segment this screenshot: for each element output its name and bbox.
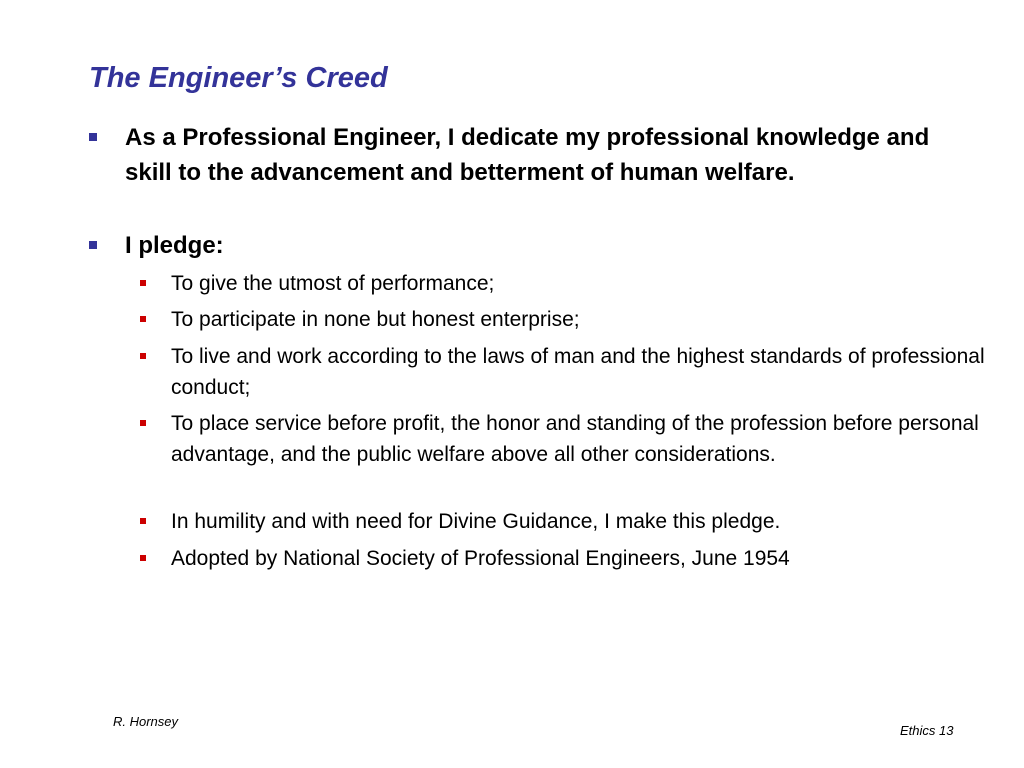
slide-title: The Engineer’s Creed <box>89 62 388 94</box>
bullet-text: I pledge: <box>125 232 224 259</box>
square-bullet-icon <box>140 353 146 359</box>
footer-author: R. Hornsey <box>113 714 179 729</box>
square-bullet-icon <box>140 280 146 286</box>
sub-bullet-text: Adopted by National Society of Professional Engineers, June 1954 <box>171 547 790 570</box>
square-bullet-icon <box>89 133 97 141</box>
square-bullet-icon <box>140 518 146 524</box>
sub-bullet-text: To participate in none but honest enterprise; <box>171 308 580 331</box>
sub-bullet-text: To place service before profit, the honor and standing of the profession before personal advantage, and the public welfare above all other considerations. <box>171 412 979 466</box>
sub-bullet-text: In humility and with need for Divine Guidance, I make this pledge. <box>171 510 781 533</box>
sub-bullet-text: To give the utmost of performance; <box>171 272 495 295</box>
square-bullet-icon <box>140 420 146 426</box>
square-bullet-icon <box>140 316 146 322</box>
square-bullet-icon <box>140 555 146 561</box>
sub-bullet-text: To live and work according to the laws of man and the highest standards of professional conduct; <box>171 345 985 399</box>
footer-page-label: Ethics 13 <box>900 723 954 738</box>
bullet-text: As a Professional Engineer, I dedicate my professional knowledge and skill to the advancement and betterment of human welfare. <box>125 124 930 186</box>
square-bullet-icon <box>89 241 97 249</box>
